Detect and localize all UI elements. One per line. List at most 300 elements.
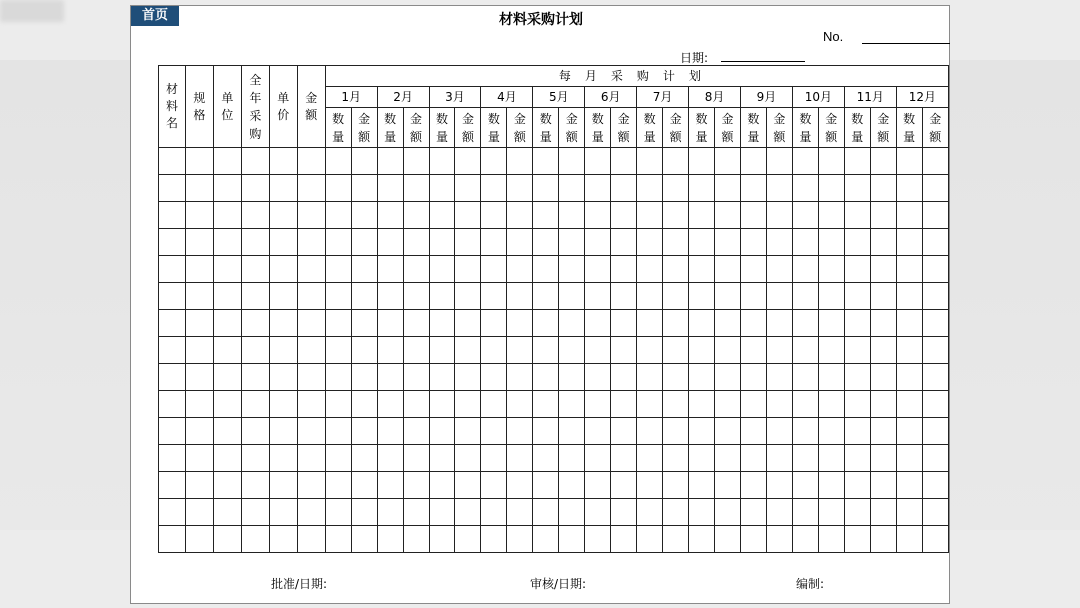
table-cell[interactable] [922, 499, 948, 526]
table-cell[interactable] [870, 310, 896, 337]
table-cell[interactable] [533, 148, 559, 175]
table-cell[interactable] [185, 499, 213, 526]
table-cell[interactable] [844, 229, 870, 256]
table-cell[interactable] [533, 445, 559, 472]
table-cell[interactable] [241, 526, 269, 553]
table-cell[interactable] [689, 256, 715, 283]
table-cell[interactable] [585, 364, 611, 391]
table-cell[interactable] [377, 418, 403, 445]
table-cell[interactable] [870, 175, 896, 202]
table-cell[interactable] [559, 283, 585, 310]
table-cell[interactable] [185, 472, 213, 499]
table-cell[interactable] [818, 175, 844, 202]
table-cell[interactable] [870, 283, 896, 310]
table-cell[interactable] [159, 283, 186, 310]
table-cell[interactable] [213, 283, 241, 310]
table-cell[interactable] [481, 337, 507, 364]
table-cell[interactable] [159, 445, 186, 472]
table-cell[interactable] [269, 175, 297, 202]
table-cell[interactable] [241, 499, 269, 526]
table-cell[interactable] [269, 391, 297, 418]
table-cell[interactable] [689, 229, 715, 256]
table-cell[interactable] [870, 499, 896, 526]
table-cell[interactable] [297, 283, 325, 310]
table-cell[interactable] [818, 148, 844, 175]
table-cell[interactable] [663, 175, 689, 202]
table-cell[interactable] [844, 445, 870, 472]
table-cell[interactable] [896, 148, 922, 175]
table-cell[interactable] [403, 175, 429, 202]
table-cell[interactable] [792, 472, 818, 499]
table-cell[interactable] [403, 391, 429, 418]
table-cell[interactable] [559, 202, 585, 229]
table-cell[interactable] [481, 148, 507, 175]
table-cell[interactable] [637, 499, 663, 526]
table-cell[interactable] [818, 229, 844, 256]
table-cell[interactable] [559, 526, 585, 553]
table-cell[interactable] [740, 418, 766, 445]
table-cell[interactable] [611, 499, 637, 526]
table-cell[interactable] [403, 418, 429, 445]
table-cell[interactable] [533, 175, 559, 202]
table-cell[interactable] [403, 526, 429, 553]
table-cell[interactable] [403, 337, 429, 364]
table-cell[interactable] [351, 499, 377, 526]
table-cell[interactable] [269, 148, 297, 175]
table-cell[interactable] [585, 445, 611, 472]
table-cell[interactable] [585, 229, 611, 256]
table-cell[interactable] [481, 229, 507, 256]
table-cell[interactable] [403, 283, 429, 310]
table-cell[interactable] [455, 391, 481, 418]
table-cell[interactable] [213, 202, 241, 229]
table-cell[interactable] [663, 337, 689, 364]
table-cell[interactable] [792, 337, 818, 364]
table-cell[interactable] [269, 337, 297, 364]
table-cell[interactable] [429, 202, 455, 229]
table-cell[interactable] [213, 364, 241, 391]
table-cell[interactable] [663, 364, 689, 391]
table-cell[interactable] [792, 499, 818, 526]
table-cell[interactable] [663, 148, 689, 175]
table-cell[interactable] [481, 175, 507, 202]
table-cell[interactable] [715, 526, 741, 553]
table-cell[interactable] [766, 526, 792, 553]
table-cell[interactable] [715, 418, 741, 445]
table-cell[interactable] [159, 229, 186, 256]
table-cell[interactable] [351, 472, 377, 499]
table-cell[interactable] [213, 337, 241, 364]
table-cell[interactable] [766, 283, 792, 310]
table-cell[interactable] [455, 202, 481, 229]
table-cell[interactable] [241, 337, 269, 364]
table-cell[interactable] [297, 445, 325, 472]
table-cell[interactable] [185, 418, 213, 445]
table-cell[interactable] [377, 283, 403, 310]
table-cell[interactable] [637, 472, 663, 499]
home-tab-button[interactable]: 首页 [131, 6, 179, 26]
table-cell[interactable] [325, 391, 351, 418]
table-cell[interactable] [922, 310, 948, 337]
table-cell[interactable] [740, 499, 766, 526]
table-cell[interactable] [455, 256, 481, 283]
table-cell[interactable] [792, 310, 818, 337]
table-cell[interactable] [185, 202, 213, 229]
table-cell[interactable] [818, 310, 844, 337]
table-cell[interactable] [715, 148, 741, 175]
table-cell[interactable] [297, 364, 325, 391]
table-cell[interactable] [351, 283, 377, 310]
table-cell[interactable] [213, 445, 241, 472]
table-cell[interactable] [377, 337, 403, 364]
table-cell[interactable] [766, 391, 792, 418]
table-cell[interactable] [689, 202, 715, 229]
table-cell[interactable] [533, 526, 559, 553]
table-cell[interactable] [896, 391, 922, 418]
table-cell[interactable] [213, 499, 241, 526]
table-cell[interactable] [559, 418, 585, 445]
table-cell[interactable] [637, 310, 663, 337]
table-cell[interactable] [637, 445, 663, 472]
table-cell[interactable] [455, 175, 481, 202]
table-cell[interactable] [325, 418, 351, 445]
table-cell[interactable] [637, 418, 663, 445]
table-cell[interactable] [792, 202, 818, 229]
table-cell[interactable] [689, 337, 715, 364]
table-cell[interactable] [377, 229, 403, 256]
table-cell[interactable] [792, 364, 818, 391]
table-cell[interactable] [351, 256, 377, 283]
table-cell[interactable] [611, 175, 637, 202]
table-cell[interactable] [213, 391, 241, 418]
table-cell[interactable] [507, 202, 533, 229]
table-cell[interactable] [844, 418, 870, 445]
table-cell[interactable] [325, 229, 351, 256]
table-cell[interactable] [715, 472, 741, 499]
table-cell[interactable] [351, 364, 377, 391]
table-cell[interactable] [663, 202, 689, 229]
table-cell[interactable] [766, 364, 792, 391]
table-cell[interactable] [325, 148, 351, 175]
table-cell[interactable] [663, 418, 689, 445]
table-cell[interactable] [896, 229, 922, 256]
table-cell[interactable] [585, 256, 611, 283]
table-cell[interactable] [766, 499, 792, 526]
table-cell[interactable] [481, 283, 507, 310]
table-cell[interactable] [792, 229, 818, 256]
table-cell[interactable] [377, 202, 403, 229]
table-cell[interactable] [533, 202, 559, 229]
table-cell[interactable] [533, 283, 559, 310]
table-cell[interactable] [533, 364, 559, 391]
table-cell[interactable] [297, 175, 325, 202]
table-cell[interactable] [715, 310, 741, 337]
table-cell[interactable] [637, 175, 663, 202]
table-cell[interactable] [715, 445, 741, 472]
table-cell[interactable] [689, 283, 715, 310]
table-cell[interactable] [325, 364, 351, 391]
table-cell[interactable] [507, 526, 533, 553]
table-cell[interactable] [269, 310, 297, 337]
table-cell[interactable] [715, 283, 741, 310]
table-cell[interactable] [766, 337, 792, 364]
table-cell[interactable] [715, 364, 741, 391]
table-cell[interactable] [351, 148, 377, 175]
table-cell[interactable] [922, 175, 948, 202]
table-cell[interactable] [297, 526, 325, 553]
table-cell[interactable] [611, 148, 637, 175]
table-cell[interactable] [922, 256, 948, 283]
table-cell[interactable] [213, 526, 241, 553]
table-cell[interactable] [896, 418, 922, 445]
table-cell[interactable] [844, 337, 870, 364]
table-cell[interactable] [325, 472, 351, 499]
table-cell[interactable] [922, 472, 948, 499]
table-cell[interactable] [896, 526, 922, 553]
table-cell[interactable] [429, 175, 455, 202]
table-cell[interactable] [792, 391, 818, 418]
table-cell[interactable] [844, 283, 870, 310]
table-cell[interactable] [481, 202, 507, 229]
table-cell[interactable] [637, 283, 663, 310]
table-cell[interactable] [159, 337, 186, 364]
table-cell[interactable] [185, 256, 213, 283]
table-cell[interactable] [715, 202, 741, 229]
table-cell[interactable] [213, 472, 241, 499]
table-cell[interactable] [896, 499, 922, 526]
table-cell[interactable] [611, 310, 637, 337]
table-cell[interactable] [792, 526, 818, 553]
table-cell[interactable] [507, 175, 533, 202]
table-cell[interactable] [663, 256, 689, 283]
table-cell[interactable] [533, 229, 559, 256]
table-cell[interactable] [377, 364, 403, 391]
table-cell[interactable] [297, 310, 325, 337]
table-cell[interactable] [559, 310, 585, 337]
table-cell[interactable] [818, 418, 844, 445]
table-cell[interactable] [241, 391, 269, 418]
table-cell[interactable] [507, 364, 533, 391]
table-cell[interactable] [818, 283, 844, 310]
table-cell[interactable] [481, 472, 507, 499]
table-cell[interactable] [637, 148, 663, 175]
table-cell[interactable] [429, 418, 455, 445]
table-cell[interactable] [533, 472, 559, 499]
table-cell[interactable] [844, 472, 870, 499]
table-cell[interactable] [455, 283, 481, 310]
table-cell[interactable] [740, 337, 766, 364]
table-cell[interactable] [377, 445, 403, 472]
table-cell[interactable] [455, 364, 481, 391]
table-cell[interactable] [715, 175, 741, 202]
table-cell[interactable] [297, 229, 325, 256]
table-cell[interactable] [481, 445, 507, 472]
table-cell[interactable] [269, 499, 297, 526]
table-cell[interactable] [922, 337, 948, 364]
table-cell[interactable] [689, 472, 715, 499]
table-cell[interactable] [507, 256, 533, 283]
table-cell[interactable] [429, 472, 455, 499]
table-cell[interactable] [297, 148, 325, 175]
table-cell[interactable] [740, 472, 766, 499]
table-cell[interactable] [213, 310, 241, 337]
table-cell[interactable] [844, 310, 870, 337]
table-cell[interactable] [533, 499, 559, 526]
table-cell[interactable] [896, 364, 922, 391]
table-cell[interactable] [241, 472, 269, 499]
table-cell[interactable] [507, 148, 533, 175]
table-cell[interactable] [481, 418, 507, 445]
table-cell[interactable] [377, 472, 403, 499]
table-cell[interactable] [507, 445, 533, 472]
table-cell[interactable] [507, 337, 533, 364]
table-cell[interactable] [585, 283, 611, 310]
table-cell[interactable] [269, 229, 297, 256]
table-cell[interactable] [241, 229, 269, 256]
table-cell[interactable] [689, 148, 715, 175]
table-cell[interactable] [844, 364, 870, 391]
table-cell[interactable] [715, 256, 741, 283]
table-cell[interactable] [455, 445, 481, 472]
table-cell[interactable] [715, 499, 741, 526]
table-cell[interactable] [403, 256, 429, 283]
table-cell[interactable] [689, 310, 715, 337]
table-cell[interactable] [585, 526, 611, 553]
table-cell[interactable] [507, 472, 533, 499]
table-cell[interactable] [507, 499, 533, 526]
table-cell[interactable] [159, 202, 186, 229]
table-cell[interactable] [455, 310, 481, 337]
table-cell[interactable] [818, 445, 844, 472]
table-cell[interactable] [269, 364, 297, 391]
table-cell[interactable] [455, 526, 481, 553]
table-cell[interactable] [637, 229, 663, 256]
table-cell[interactable] [870, 391, 896, 418]
table-cell[interactable] [377, 310, 403, 337]
table-cell[interactable] [185, 229, 213, 256]
table-cell[interactable] [611, 391, 637, 418]
table-cell[interactable] [637, 202, 663, 229]
table-cell[interactable] [351, 175, 377, 202]
table-cell[interactable] [637, 364, 663, 391]
table-cell[interactable] [159, 499, 186, 526]
table-cell[interactable] [559, 499, 585, 526]
table-cell[interactable] [241, 175, 269, 202]
table-cell[interactable] [351, 310, 377, 337]
table-cell[interactable] [455, 472, 481, 499]
table-cell[interactable] [455, 229, 481, 256]
table-cell[interactable] [585, 391, 611, 418]
table-cell[interactable] [818, 202, 844, 229]
table-cell[interactable] [559, 391, 585, 418]
table-cell[interactable] [637, 337, 663, 364]
table-cell[interactable] [870, 229, 896, 256]
table-cell[interactable] [533, 337, 559, 364]
table-cell[interactable] [559, 445, 585, 472]
table-cell[interactable] [896, 175, 922, 202]
table-cell[interactable] [351, 391, 377, 418]
table-cell[interactable] [297, 256, 325, 283]
table-cell[interactable] [663, 472, 689, 499]
table-cell[interactable] [611, 418, 637, 445]
table-cell[interactable] [185, 337, 213, 364]
table-cell[interactable] [792, 175, 818, 202]
table-cell[interactable] [325, 256, 351, 283]
table-cell[interactable] [896, 283, 922, 310]
table-cell[interactable] [403, 445, 429, 472]
table-cell[interactable] [689, 526, 715, 553]
table-cell[interactable] [818, 472, 844, 499]
table-cell[interactable] [740, 445, 766, 472]
table-cell[interactable] [185, 445, 213, 472]
table-cell[interactable] [429, 499, 455, 526]
table-cell[interactable] [922, 526, 948, 553]
table-cell[interactable] [429, 283, 455, 310]
table-cell[interactable] [325, 283, 351, 310]
table-cell[interactable] [351, 229, 377, 256]
table-cell[interactable] [429, 391, 455, 418]
table-cell[interactable] [611, 337, 637, 364]
table-cell[interactable] [896, 202, 922, 229]
table-cell[interactable] [922, 445, 948, 472]
table-cell[interactable] [269, 472, 297, 499]
table-cell[interactable] [740, 202, 766, 229]
table-cell[interactable] [481, 499, 507, 526]
table-cell[interactable] [611, 526, 637, 553]
table-cell[interactable] [507, 283, 533, 310]
table-cell[interactable] [159, 526, 186, 553]
table-cell[interactable] [766, 175, 792, 202]
table-cell[interactable] [533, 391, 559, 418]
table-cell[interactable] [325, 175, 351, 202]
table-cell[interactable] [213, 175, 241, 202]
table-cell[interactable] [637, 256, 663, 283]
table-cell[interactable] [325, 202, 351, 229]
table-cell[interactable] [818, 256, 844, 283]
table-cell[interactable] [689, 175, 715, 202]
table-cell[interactable] [766, 418, 792, 445]
table-cell[interactable] [351, 202, 377, 229]
table-cell[interactable] [429, 337, 455, 364]
table-cell[interactable] [325, 310, 351, 337]
table-cell[interactable] [715, 337, 741, 364]
table-cell[interactable] [185, 391, 213, 418]
table-cell[interactable] [766, 229, 792, 256]
table-cell[interactable] [922, 202, 948, 229]
table-cell[interactable] [689, 499, 715, 526]
table-cell[interactable] [325, 499, 351, 526]
table-cell[interactable] [403, 310, 429, 337]
table-cell[interactable] [766, 148, 792, 175]
table-cell[interactable] [611, 256, 637, 283]
table-cell[interactable] [325, 445, 351, 472]
table-cell[interactable] [241, 283, 269, 310]
table-cell[interactable] [870, 256, 896, 283]
table-cell[interactable] [740, 256, 766, 283]
table-cell[interactable] [766, 256, 792, 283]
table-cell[interactable] [325, 526, 351, 553]
table-cell[interactable] [585, 175, 611, 202]
table-cell[interactable] [429, 526, 455, 553]
table-cell[interactable] [351, 418, 377, 445]
table-cell[interactable] [844, 391, 870, 418]
table-cell[interactable] [844, 175, 870, 202]
table-cell[interactable] [429, 229, 455, 256]
table-cell[interactable] [185, 148, 213, 175]
table-cell[interactable] [844, 202, 870, 229]
table-cell[interactable] [481, 256, 507, 283]
table-cell[interactable] [297, 391, 325, 418]
